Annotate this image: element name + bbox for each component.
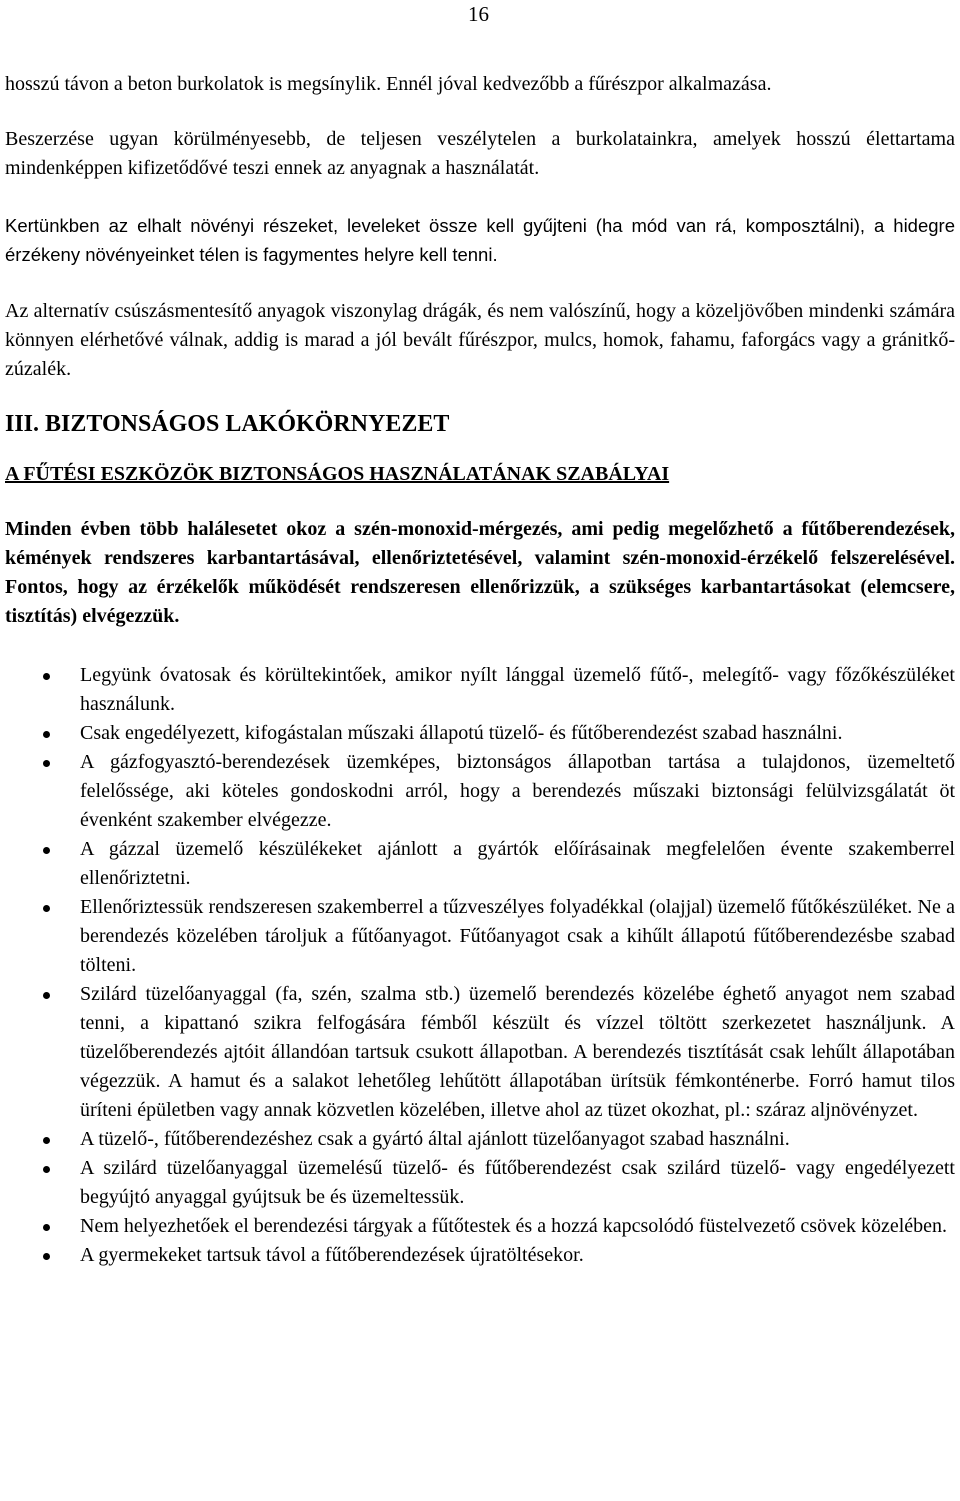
paragraph-procurement: Beszerzése ugyan körülményesebb, de teljesen veszélytelen a burkolatainkra, amelyek hosszú élettartama mindenképpen kifizetődővé teszi ennek az anyagnak a használatát. (5, 128, 955, 179)
paragraph-garden: Kertünkben az elhalt növényi részeket, leveleket össze kell gyűjteni (ha mód van rá, komposztálni), a hidegre érzékeny növényeinket télen is fagymentes helyre kell tenni. (5, 215, 955, 265)
list-item-text: Ellenőriztessük rendszeresen szakemberrel a tűzveszélyes folyadékkal (olajjal) üzemelő fűtőkészüléket. Ne a berendezés közelében tároljuk a fűtőanyagot. Fűtőanyagot csak a kihűlt állapotú fűtőberendezésbe szabad tölteni. (80, 896, 955, 976)
list-item-text: A gyermekeket tartsuk távol a fűtőberendezések újratöltésekor. (80, 1244, 584, 1266)
bullet-icon (43, 731, 50, 738)
list-item (5, 748, 955, 835)
bullet-icon (43, 673, 50, 680)
section-subheading: A FŰTÉSI ESZKÖZÖK BIZTONSÁGOS HASZNÁLATÁNAK SZABÁLYAI (5, 463, 670, 485)
bullet-icon (43, 1253, 50, 1260)
section-heading: III. BIZTONSÁGOS LAKÓKÖRNYEZET (5, 411, 450, 437)
list-item (5, 835, 955, 893)
bullet-icon (43, 847, 50, 854)
list-item-text: Szilárd tüzelőanyaggal (fa, szén, szalma stb.) üzemelő berendezés közelébe éghető anyagot nem szabad tenni, a kipattanó szikra felfogására fémből készült és vízzel töltött szerkezetet használjunk. A tüzelőberendezés ajtóit állandóan tartsuk csukott állapotban. A berendezés tisztítását csak lehűlt állapotában végezzük. A hamut és a salakot lehetőleg lehűtött állapotában ürítsük fémkonténerbe. Forró hamut tilos üríteni épületben vagy annak közvetlen közelében, illetve ahol az tüzet okozhat, pl.: száraz aljnövényzet. (80, 983, 955, 1121)
bullet-icon (43, 760, 50, 767)
bullet-icon (43, 905, 50, 912)
list-item-text: A gázzal üzemelő készülékeket ajánlott a gyártók előírásainak megfelelően évente szakemberrel ellenőriztetni. (80, 838, 955, 889)
bold-warning-paragraph: Minden évben több halálesetet okoz a szén-monoxid-mérgezés, ami pedig megelőzhető a fűtőberendezések, kémények rendszeres karbantartásával, ellenőriztetésével, valamint szén-monoxid-érzékelő felszerelésével. Fontos, hogy az érzékelők működését rendszeresen ellenőrizzük, a szükséges karbantartásokat (elemcsere, tisztítás) elvégezzük. (5, 518, 955, 627)
bullet-icon (43, 1224, 50, 1231)
page-number: 16 (468, 2, 489, 26)
paragraph-sawdust: hosszú távon a beton burkolatok is megsínylik. Ennél jóval kedvezőbb a fűrészpor alkalmazása. (5, 73, 772, 95)
list-item (5, 1212, 955, 1241)
list-item (5, 893, 955, 980)
paragraph-alternatives: Az alternatív csúszásmentesítő anyagok viszonylag drágák, és nem valószínű, hogy a közeljövőben mindenki számára könnyen elérhetővé válnak, addig is marad a jól bevált fűrészpor, mulcs, homok, fahamu, faforgács vagy a gránitkő-zúzalék. (5, 300, 955, 380)
safety-rules-list (5, 661, 955, 1270)
list-item-text: Csak engedélyezett, kifogástalan műszaki állapotú tüzelő- és fűtőberendezést szabad használni. (80, 722, 843, 744)
bullet-icon (43, 1137, 50, 1144)
list-item-text: Nem helyezhetőek el berendezési tárgyak a fűtőtestek és a hozzá kapcsolódó füstelvezető csövek közelében. (80, 1215, 948, 1237)
bullet-icon (43, 1166, 50, 1173)
list-item-text: A gázfogyasztó-berendezések üzemképes, biztonságos állapotban tartása a tulajdonos, üzemeltető felelőssége, aki köteles gondoskodni arról, hogy a berendezés műszaki biztonsági felülvizsgálatát öt évenként szakember elvégezze. (80, 751, 955, 831)
list-item (5, 719, 955, 748)
list-item (5, 1125, 955, 1154)
list-item (5, 1154, 955, 1212)
list-item (5, 661, 955, 719)
list-item-text: A tüzelő-, fűtőberendezéshez csak a gyártó által ajánlott tüzelőanyagot szabad használni. (80, 1128, 790, 1150)
list-item (5, 1241, 955, 1270)
bullet-icon (43, 992, 50, 999)
page-content (5, 70, 955, 1270)
list-item-text: A szilárd tüzelőanyaggal üzemelésű tüzelő- és fűtőberendezést csak szilárd tüzelő- vagy engedélyezett begyújtó anyaggal gyújtsuk be és üzemeltessük. (80, 1157, 955, 1208)
list-item (5, 980, 955, 1125)
list-item-text: Legyünk óvatosak és körültekintőek, amikor nyílt lánggal üzemelő fűtő-, melegítő- vagy főzőkészüléket használunk. (80, 664, 955, 715)
